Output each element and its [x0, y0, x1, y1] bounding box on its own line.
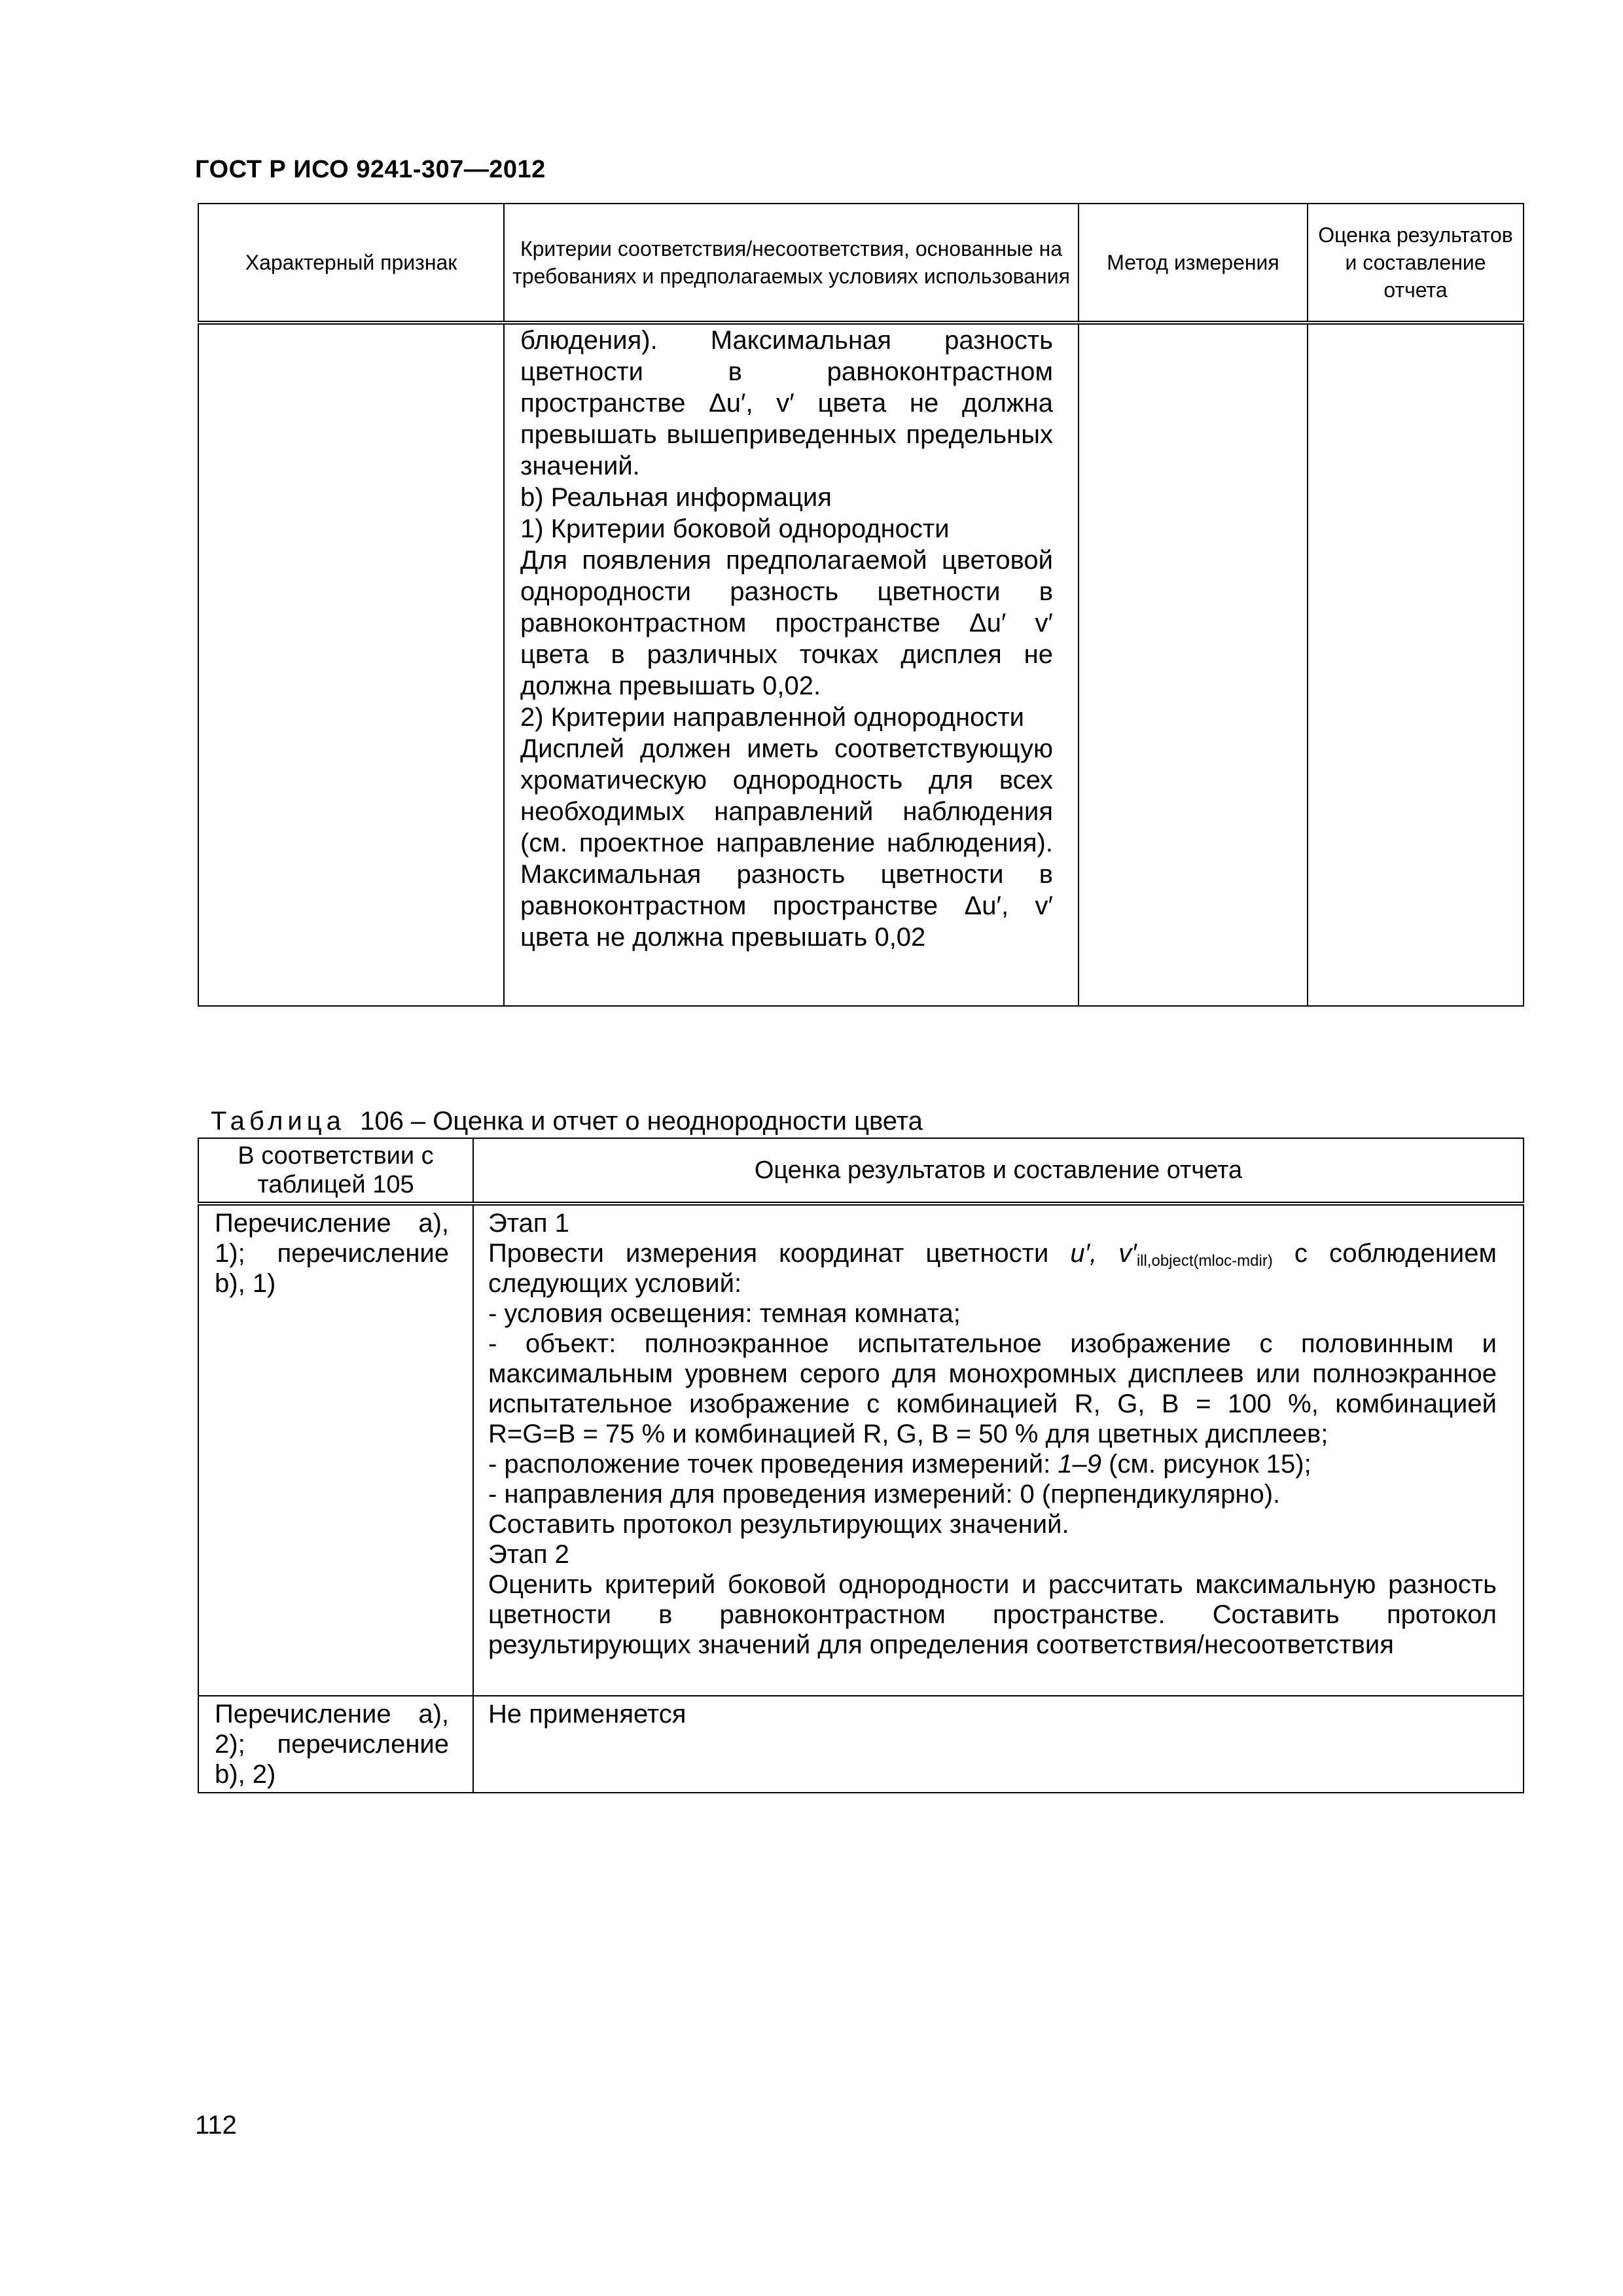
measurement-instruction: Провести измерения координат цветности u′, $v'_{ill,object(mloc-mdir)}$ с соблюдением следующих условий: [488, 1239, 1497, 1298]
stage-2-label: Этап 2 [488, 1540, 569, 1569]
table-row [198, 1696, 1524, 1793]
criteria-paragraph: b) Реальная информация [520, 483, 832, 512]
table-105-continuation [198, 203, 1524, 1007]
page-number: 112 [195, 2111, 237, 2140]
stage-1-label: Этап 1 [488, 1209, 569, 1238]
criteria-paragraph: 2) Критерии направленной однородности [520, 703, 1025, 732]
protocol-instruction: Составить протокол результирующих значений. [488, 1510, 1069, 1539]
feature-cell [198, 323, 504, 1006]
method-cell [1079, 323, 1308, 1006]
criteria-paragraph: Дисплей должен иметь соответствующую хроматическую однородность для всех необходимых направлений наблюдения (см. проектное направление наблюдения). Максимальная разность цветности в равноконтрастном пространстве Δu′, v′ цвета не должна превышать 0,02 [520, 734, 1053, 952]
criteria-paragraph: блюдения). Максимальная разность цветности в равноконтрастном пространстве Δu′, v′ цвета не должна превышать вышеприведенных предельных значений. [520, 326, 1053, 480]
column-header-reference: В соответствии с таблицей 105 [198, 1138, 473, 1204]
criteria-paragraph: 1) Критерии боковой однородности [520, 514, 950, 543]
table-106 [198, 1138, 1524, 1793]
column-header-evaluation: Оценка результатов и составление отчета [1308, 204, 1524, 323]
table-header-row [198, 204, 1524, 323]
reference-cell: Перечисление a), 1); перечисление b), 1) [198, 1204, 473, 1696]
reference-cell: Перечисление a), 2); перечисление b), 2) [198, 1696, 473, 1793]
caption-text: 106 – Оценка и отчет о неоднородности цвета [360, 1107, 923, 1136]
condition-lighting: - условия освещения: темная комната; [488, 1299, 961, 1328]
procedure-cell: Не применяется [473, 1696, 1524, 1793]
table-header-row [198, 1138, 1524, 1204]
stage-2-text: Оценить критерий боковой однородности и рассчитать максимальную разность цветности в равноконтрастном пространстве. Составить протокол результирующих значений для определения соответствия/несоответствия [488, 1570, 1497, 1659]
caption-label: Таблица [211, 1107, 346, 1136]
table-row [198, 323, 1524, 1006]
condition-directions: - направления для проведения измерений: 0 (перпендикулярно). [488, 1480, 1281, 1509]
table-row [198, 1204, 1524, 1696]
criteria-cell [504, 323, 1079, 1006]
table-106-caption [211, 1106, 923, 1136]
procedure-cell [473, 1204, 1524, 1696]
column-header-feature: Характерный признак [198, 204, 504, 323]
criteria-paragraph: Для появления предполагаемой цветовой однородности разность цветности в равноконтрастном пространстве Δu′ v′ цвета в различных точках дисплея не должна превышать 0,02. [520, 546, 1053, 700]
document-header: ГОСТ Р ИСО 9241-307—2012 [195, 156, 546, 183]
column-header-evaluation: Оценка результатов и составление отчета [473, 1138, 1524, 1204]
condition-object: - объект: полноэкранное испытательное изображение с половинным и максимальным уровнем серого для монохромных дисплеев или полноэкранное испытательное изображение с комбинацией R, G, B = 100 %, комбинацией R=G=B = 75 % и комбинацией R, G, B = 50 % для цветных дисплеев; [488, 1329, 1497, 1448]
column-header-method: Метод измерения [1079, 204, 1308, 323]
column-header-criteria: Критерии соответствия/несоответствия, основанные на требованиях и предполагаемых условиях использования [504, 204, 1079, 323]
condition-points: - расположение точек проведения измерений: 1–9 (см. рисунок 15); [488, 1450, 1311, 1479]
evaluation-cell [1308, 323, 1524, 1006]
